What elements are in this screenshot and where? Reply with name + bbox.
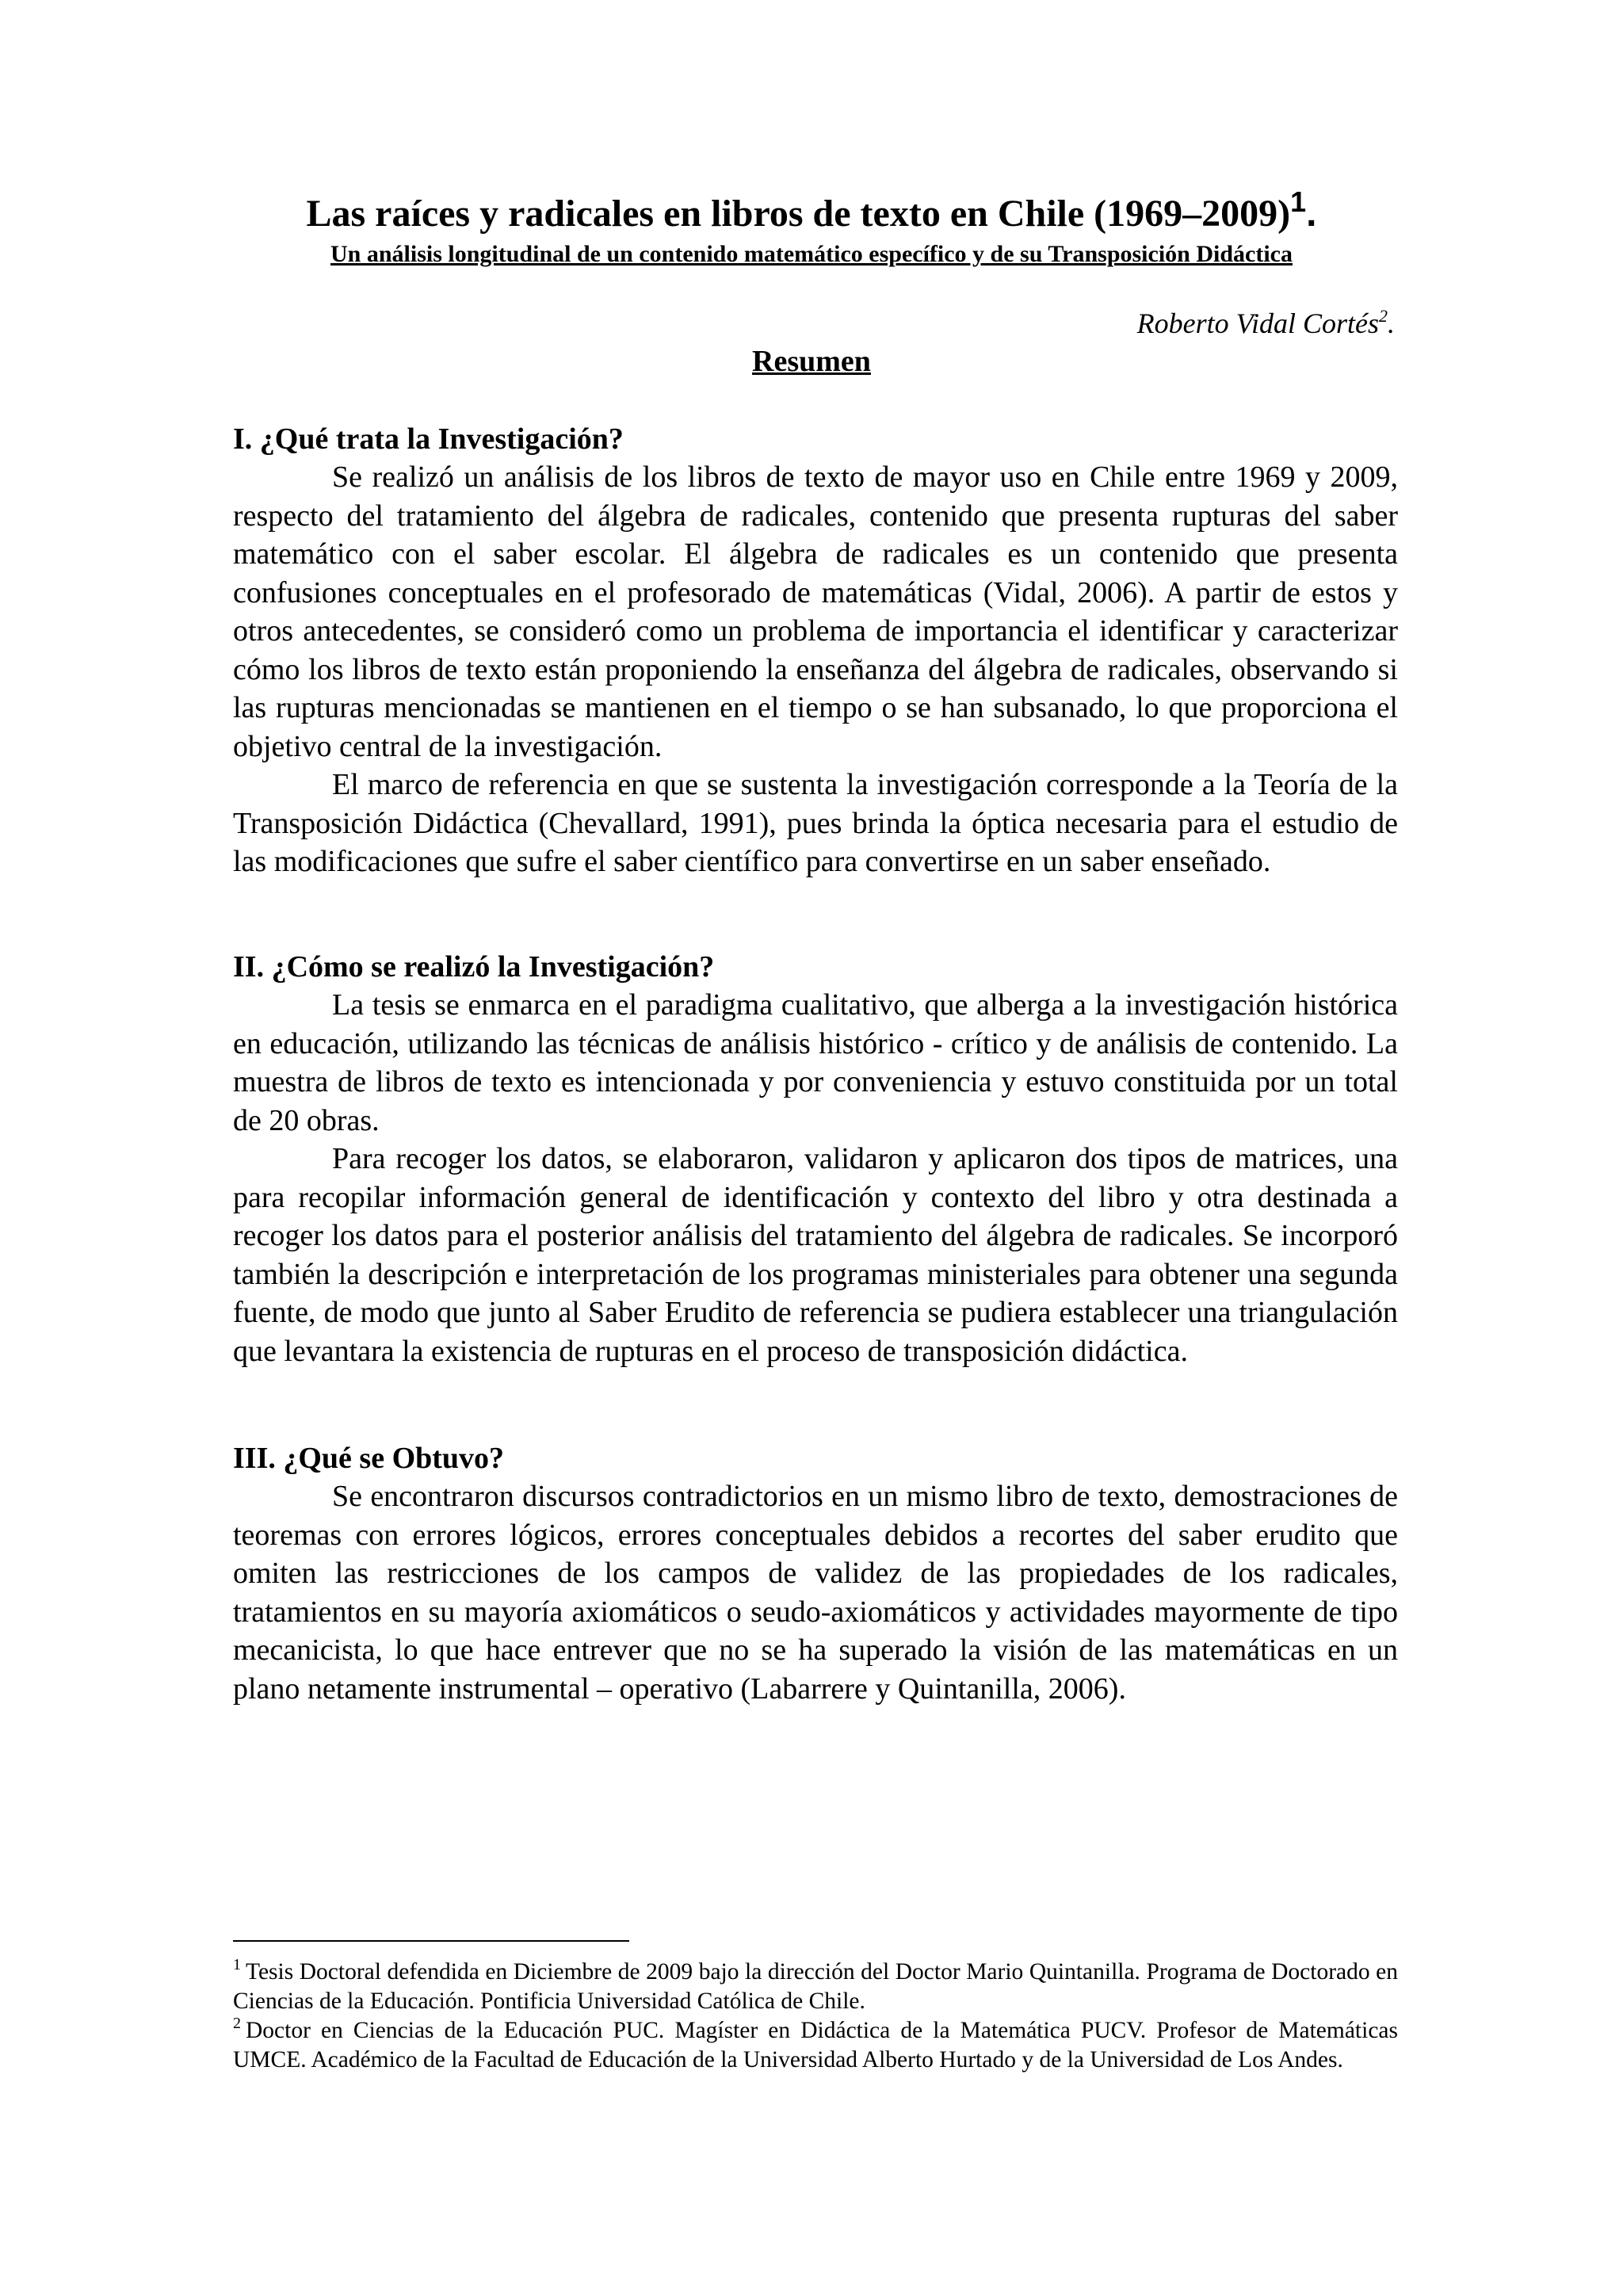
paragraph: La tesis se enmarca en el paradigma cualitativo, que alberga a la investigación histórica en educación, utilizando las técnicas de análisis histórico - crítico y de análisis de contenido. La muestra de libros de texto es intencionada y por conveniencia y estuvo constituida por un total de 20 obras. [233, 988, 1398, 1137]
footnote-number: 1 [233, 1956, 241, 1973]
section-que-trata [233, 420, 1398, 881]
author-name: Roberto Vidal Cortés [1136, 308, 1379, 339]
footnote-2 [233, 2016, 1398, 2075]
footnote-text: Tesis Doctoral defendida en Diciembre de 2009 bajo la dirección del Doctor Mario Quintanilla. Programa de Doctorado en Ciencias de la Educación. Pontificia Universidad Católica de Chile. [233, 1959, 1398, 2014]
title-period: . [1306, 193, 1317, 235]
section-heading: I. ¿Qué trata la Investigación? [233, 422, 624, 456]
footnote-number: 2 [233, 2015, 241, 2032]
paragraph: Se realizó un análisis de los libros de texto de mayor uso en Chile entre 1969 y 2009, respecto del tratamiento del álgebra de radicales, contenido que presenta rupturas del saber matemático con el saber escolar. El álgebra de radicales es un contenido que presenta confusiones conceptuales en el profesorado de matemáticas (Vidal, 2006). A partir de estos y otros antecedentes, se consideró como un problema de importancia el identificar y caracterizar cómo los libros de texto están proponiendo la enseñanza del álgebra de radicales, observando si las rupturas mencionadas se mantienen en el tiempo o se han subsanado, lo que proporciona el objetivo central de la investigación. [233, 460, 1398, 763]
footnotes [233, 1958, 1398, 2075]
section-como-se-realizo [233, 948, 1398, 1370]
footnote-1 [233, 1958, 1398, 2016]
author-period: . [1388, 308, 1395, 339]
footnote-text: Doctor en Ciencias de la Educación PUC. Magíster en Didáctica de la Matemática PUCV. Profesor de Matemáticas UMCE. Académico de la Facultad de Educación de la Universidad Alberto Hurtado y de la Universidad de Los Andes. [233, 2018, 1398, 2073]
paragraph: Se encontraron discursos contradictorios en un mismo libro de texto, demostraciones de teoremas con errores lógicos, errores conceptuales debidos a recortes del saber erudito que omiten las restricciones de los campos de validez de las propiedades de los radicales, tratamientos en su mayoría axiomáticos o seudo-axiomáticos y actividades mayormente de tipo mecanicista, lo que hace entrever que no se ha superado la visión de las matemáticas en un plano netamente instrumental – operativo (Labarrere y Quintanilla, 2006). [233, 1480, 1398, 1706]
paragraph: El marco de referencia en que se sustenta la investigación corresponde a la Teoría de la Transposición Didáctica (Chevallard, 1991), pues brinda la óptica necesaria para el estudio de las modificaciones que sufre el saber científico para convertirse en un saber enseñado. [233, 768, 1398, 878]
author-footnote-ref[interactable]: 2 [1379, 306, 1388, 326]
section-que-se-obtuvo [233, 1439, 1398, 1708]
document-title [230, 185, 1393, 238]
footnote-separator [233, 1940, 629, 1942]
document-subtitle: Un análisis longitudinal de un contenido matemático específico y de su Transposición Didáctica [330, 241, 1293, 267]
title-footnote-ref[interactable]: 1 [1290, 185, 1307, 218]
author-line [1137, 306, 1395, 341]
resumen-heading: Resumen [752, 345, 871, 378]
paragraph: Para recoger los datos, se elaboraron, validaron y aplicaron dos tipos de matrices, una para recopilar información general de identificación y contexto del libro y otra destinada a recoger los datos para el posterior análisis del tratamiento del álgebra de radicales. Se incorporó también la descripción e interpretación de los programas ministeriales para obtener una segunda fuente, de modo que junto al Saber Erudito de referencia se pudiera establecer una triangulación que levantara la existencia de rupturas en el proceso de transposición didáctica. [233, 1142, 1398, 1368]
title-text: Las raíces y radicales en libros de texto en Chile (1969–2009) [306, 193, 1291, 235]
section-heading: III. ¿Qué se Obtuvo? [233, 1442, 505, 1475]
section-heading: II. ¿Cómo se realizó la Investigación? [233, 950, 715, 984]
